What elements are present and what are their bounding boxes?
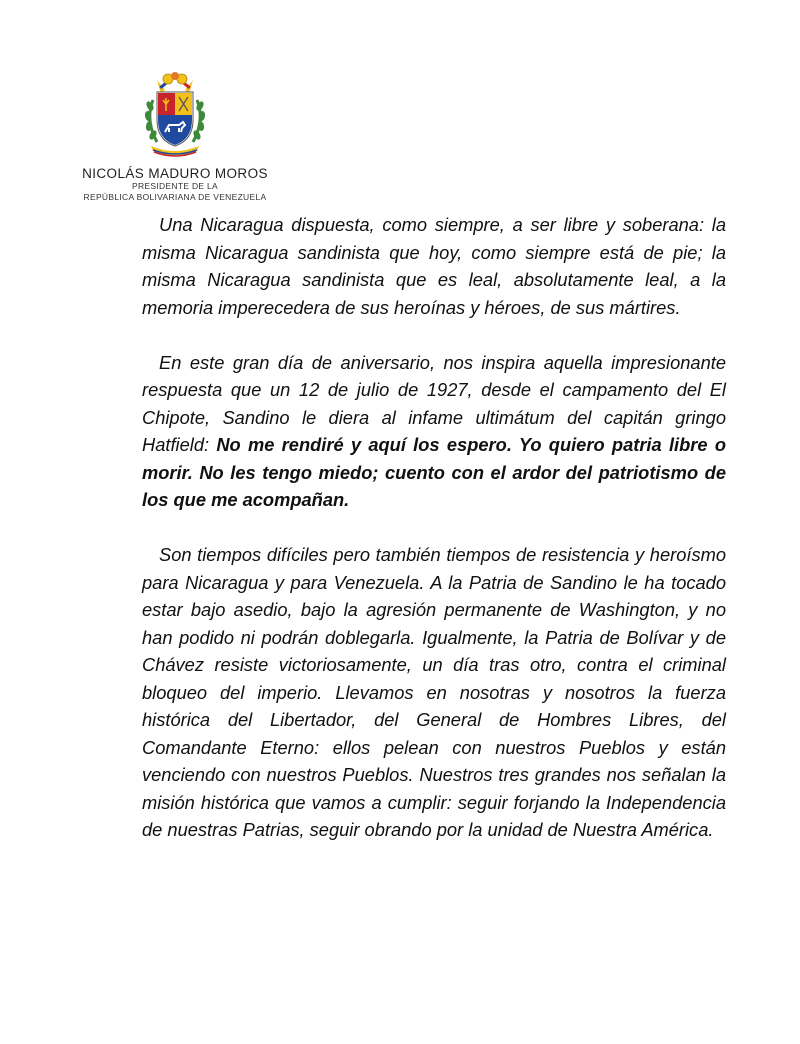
signatory-name: NICOLÁS MADURO MOROS <box>82 166 268 181</box>
signatory-title-line1: PRESIDENTE DE LA <box>131 181 219 191</box>
venezuela-coat-of-arms-icon <box>135 70 215 160</box>
paragraph-1 <box>142 211 726 321</box>
letterhead <box>60 70 290 203</box>
signatory-title-line2: REPÚBLICA BOLIVARIANA DE VENEZUELA <box>83 192 267 202</box>
paragraph-1-text: Una Nicaragua dispuesta, como siempre, a ser libre y soberana: la misma Nicaragua sandinista que hoy, como siempre está de pie; la misma Nicaragua sandinista que es leal, absolutamente leal, a la memoria imperecedera de sus heroínas y héroes, de sus mártires. <box>142 214 726 318</box>
sandino-quote: No me rendiré y aquí los espero. Yo quiero patria libre o morir. No les tengo miedo; cuento con el ardor del patriotismo de los que me acompañan. <box>142 434 726 510</box>
paragraph-2-text: En este gran día de aniversario, nos inspira aquella impresionante respuesta que un 12 de julio de 1927, desde el campamento del El Chipote, Sandino le diera al infame ultimátum del capitán gringo Hatfield: <box>142 351 726 455</box>
paragraph-2 <box>142 349 726 514</box>
letter-body <box>142 211 726 871</box>
paragraph-3-text: Son tiempos difíciles pero también tiempos de resistencia y heroísmo para Nicaragua y para Venezuela. A la Patria de Sandino le ha tocado estar bajo asedio, bajo la agresión permanente de Washington, y no han podido ni podrán doblegarla. Igualmente, la Patria de Bolívar y de Chávez resiste victoriosamente, un día tras otro, contra el criminal bloqueo del imperio. Llevamos en nosotras y nosotros la fuerza histórica del Libertador, del General de Hombres Libres, del Comandante Eterno: ellos pelean con nuestros Pueblos y están venciendo con nuestros Pueblos. Nuestros tres grandes nos señalan la misión histórica que vamos a cumplir: seguir forjando la Independencia de nuestras Patrias, seguir obrando por la unidad de Nuestra América. <box>142 544 726 840</box>
paragraph-3 <box>142 541 726 844</box>
